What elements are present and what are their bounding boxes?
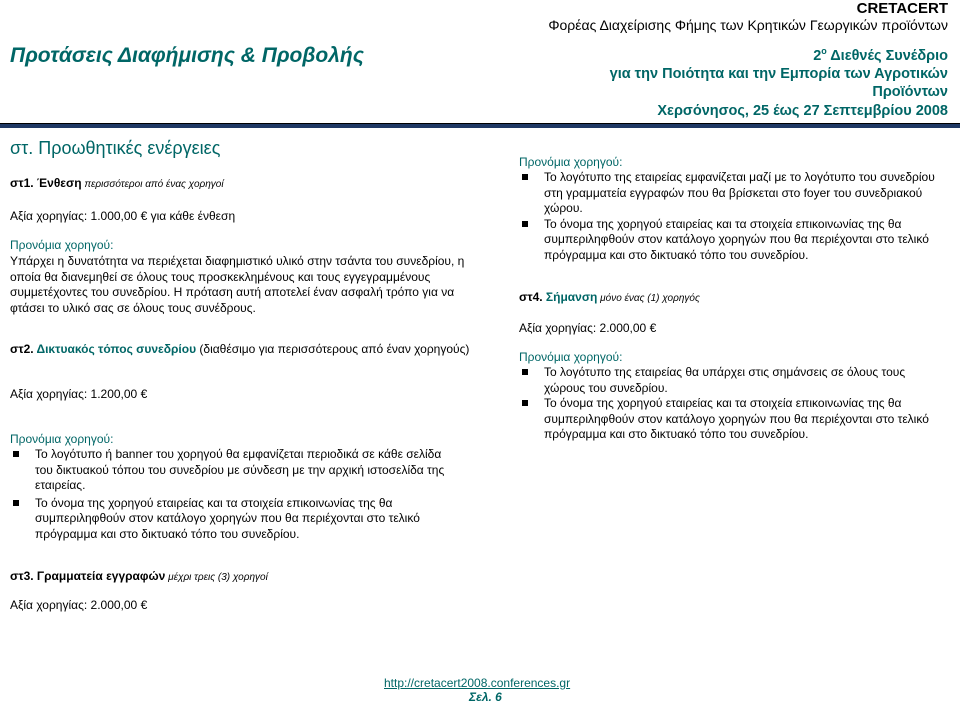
conference-line-2: για την Ποιότητα και την Εμπορία των Αγροτικών <box>609 65 948 82</box>
item-st2-heading: στ2. Δικτυακός τόπος συνεδρίου (διαθέσιμο για περισσότερους από έναν χορηγούς) <box>10 342 470 356</box>
conference-date: Χερσόνησος, 25 έως 27 Σεπτεμβρίου 2008 <box>657 103 948 119</box>
slide-title: Προτάσεις Διαφήμισης & Προβολής <box>10 44 364 67</box>
item-st2-privileges-label: Προνόμια χορηγού: <box>10 432 114 446</box>
list-item: Το όνομα της χορηγού εταιρείας και τα στοιχεία επικοινωνίας της θα συμπεριληφθούν στον κατάλογο χορηγών που θα περιέχονται στο τελικό πρόγραμμα και στο δικτυακό τόπο του συνεδρίου. <box>10 496 450 543</box>
bullet-icon <box>13 451 19 457</box>
website-link[interactable]: http://cretacert2008.conferences.gr <box>384 676 571 690</box>
item-st4-price: Αξία χορηγίας: 2.000,00 € <box>519 321 657 335</box>
bullet-icon <box>13 500 19 506</box>
conference-line-1: $2^o$ Διεθνές Συνέδριο <box>813 46 948 64</box>
org-name: CRETACERT <box>856 0 948 17</box>
item-st1-description: Υπάρχει η δυνατότητα να περιέχεται διαφημιστικό υλικό στην τσάντα του συνεδρίου, η οποία θα διανεμηθεί σε όλους τους προσκεκλημένους και τους εγγεγραμμένους συμμετέχοντες του συνεδρίου. Η πρόταση αυτή αποτελεί έναν ασφαλή τρόπο για να φτάσει το υλικό σας σε όλους τους συνέδρους. <box>10 254 465 315</box>
header-divider <box>0 123 960 128</box>
item-st1-privileges-label: Προνόμια χορηγού: <box>10 238 114 252</box>
bullet-icon <box>522 369 528 375</box>
section-heading: στ. Προωθητικές ενέργειες <box>10 138 221 158</box>
list-item: Το λογότυπο της εταιρείας θα υπάρχει στις σημάνσεις σε όλους τους χώρους του συνεδρίου. <box>519 365 949 396</box>
conference-title <box>610 42 948 101</box>
org-subtitle: Φορέας Διαχείρισης Φήμης των Κρητικών Γεωργικών προϊόντων <box>548 17 948 33</box>
bullet-icon <box>522 400 528 406</box>
item-st2-price: Αξία χορηγίας: 1.200,00 € <box>10 387 148 401</box>
item-st4-privileges-label: Προνόμια χορηγού: <box>519 350 623 364</box>
item-st4-benefits-list <box>519 365 949 443</box>
item-st3-heading: στ3. Γραμματεία εγγραφών μέχρι τρεις (3) χορηγοί <box>10 569 268 583</box>
organization-block <box>548 0 948 33</box>
bullet-icon <box>522 174 528 180</box>
conference-line-3: Προϊόντων <box>872 83 948 100</box>
list-item: Το όνομα της χορηγού εταιρείας και τα στοιχεία επικοινωνίας της θα συμπεριληφθούν στον κατάλογο χορηγών που θα περιέχονται στο τελικό πρόγραμμα και στο δικτυακό τόπο του συνεδρίου. <box>519 217 949 264</box>
item-st3-privileges-label: Προνόμια χορηγού: <box>519 155 623 169</box>
list-item: Το λογότυπο ή banner του χορηγού θα εμφανίζεται περιοδικά σε κάθε σελίδα του δικτυακού τόπου του συνεδρίου με σύνδεση με την αρχική ιστοσελίδα της εταιρείας. <box>10 447 450 494</box>
item-st3-benefits-list <box>519 170 949 263</box>
item-st3-price: Αξία χορηγίας: 2.000,00 € <box>10 598 148 612</box>
item-st4-heading: στ4. Σήμανση μόνο ένας (1) χορηγός <box>519 290 700 304</box>
bullet-icon <box>522 221 528 227</box>
item-st1-heading: στ1. Ένθεση περισσότεροι από ένας χορηγοί <box>10 176 224 190</box>
item-st1-price: Αξία χορηγίας: 1.000,00 € για κάθε ένθεση <box>10 209 236 223</box>
item-st2-benefits-list <box>10 447 450 542</box>
list-item: Το λογότυπο της εταιρείας εμφανίζεται μαζί με το λογότυπο του συνεδρίου στη γραμματεία εγγραφών που θα βρίσκεται στο foyer του συνεδριακού χώρου. <box>519 170 949 217</box>
page-number: Σελ. 6 <box>469 690 502 704</box>
list-item: Το όνομα της χορηγού εταιρείας και τα στοιχεία επικοινωνίας της θα συμπεριληφθούν στον κατάλογο χορηγών που θα περιέχονται στο τελικό πρόγραμμα και στο δικτυακό τόπο του συνεδρίου. <box>519 396 949 443</box>
